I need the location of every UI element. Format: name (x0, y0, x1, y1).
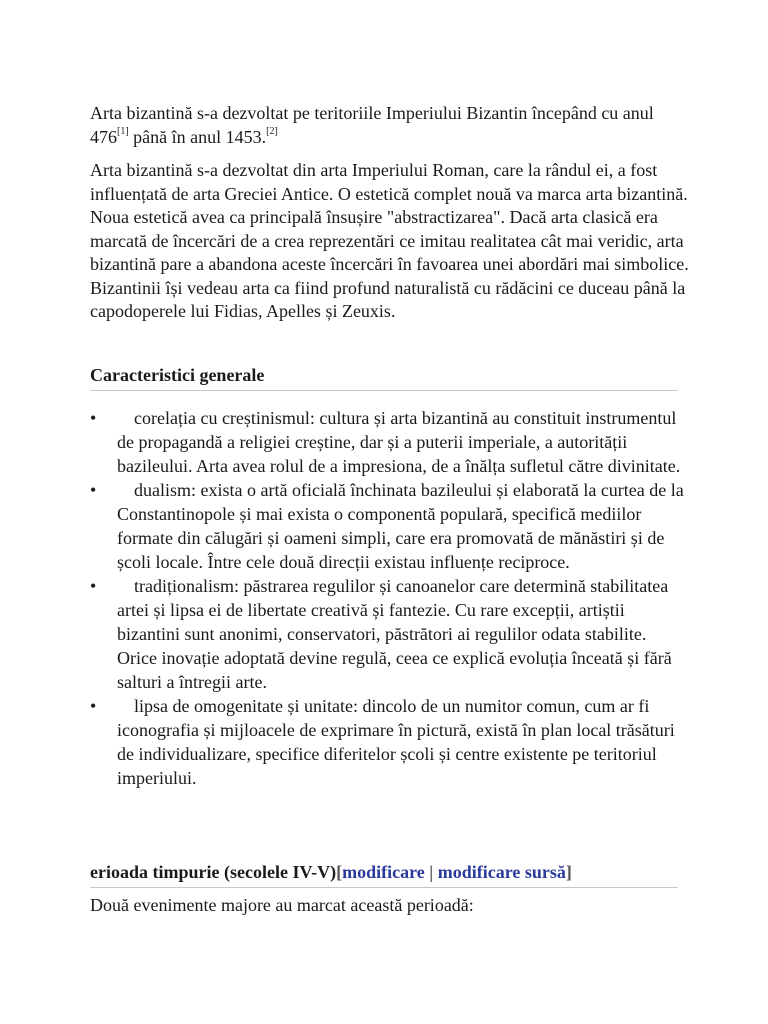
list-item-text: tradiționalism: păstrarea regulilor și canoanelor care determină stabilitatea artei și lipsa ei de libertate creativă și fantezie. Cu rare excepții, artiștii bizantini sunt anonimi, conservatori, păstrători ai regulilor odata stabilite. Orice inovație adoptată devine regulă, ceea ce explică evoluția înceată și fără salturi a întregii arte. (117, 576, 672, 692)
edit-source-link[interactable]: modificare sursă (437, 862, 566, 882)
bracket-close: ] (565, 862, 572, 882)
section-heading-general-characteristics: Caracteristici generale (90, 364, 678, 391)
bullet-icon: • (90, 408, 97, 428)
intro-text-part-1: Arta bizantină s-a dezvoltat pe teritoriile Imperiului Bizantin începând cu anul 476 (90, 103, 654, 147)
list-item (90, 574, 690, 694)
list-item-text: corelația cu creștinismul: cultura și arta bizantină au constituit instrumentul de propagandă a religiei creștine, dar și a puterii imperiale, a autorității bazileului. Arta avea rolul de a impresiona, de a înălța sufletul către divinitate. (117, 408, 681, 476)
reference-2-link[interactable]: [2] (266, 125, 278, 137)
list-item (90, 694, 690, 790)
intro-paragraph-1 (90, 102, 690, 149)
intro-text-part-2: până în anul 1453. (128, 126, 267, 147)
reference-1-link[interactable]: [1] (117, 125, 129, 137)
characteristics-list (90, 406, 690, 790)
link-separator: | (424, 862, 438, 882)
bullet-icon: • (90, 696, 97, 716)
section-heading-text: erioada timpurie (secolele IV-V) (90, 862, 337, 882)
bullet-icon: • (90, 576, 97, 596)
list-item-text: dualism: exista o artă oficială închinata bazileului și elaborată la curtea de la Constantinopole și mai exista o componentă populară, specifică mediilor formate din călugări și oameni simpli, care era promovată de mănăstiri și de școli locale. Între cele două direcții existau influențe reciproce. (117, 480, 684, 572)
list-item-text: lipsa de omogenitate și unitate: dincolo de un numitor comun, cum ar fi iconografia și mijloacele de exprimare în pictură, există în plan local trăsături de individualizare, specifice diferitelor școli și centre existente pe teritoriul imperiului. (117, 696, 675, 788)
intro-paragraph-2: Arta bizantină s-a dezvoltat din arta Imperiului Roman, care la rândul ei, a fost influențată de arta Greciei Antice. O estetică complet nouă va marca arta bizantină. Noua estetică avea ca principală însușire "abstractizarea". Dacă arta clasică era marcată de încercări de a crea reprezentări ce imitau realitatea cât mai veridic, arta bizantină pare a abandona aceste încercări în favoarea unei abordări mai simbolice. Bizantinii își vedeau arta ca fiind profund naturalistă cu rădăcini ce duceau până la capodoperele lui Fidias, Apelles și Zeuxis. (90, 160, 689, 321)
section-paragraph: Două evenimente majore au marcat această perioadă: (90, 895, 474, 915)
list-item (90, 478, 690, 574)
bullet-icon: • (90, 480, 97, 500)
list-item (90, 406, 690, 478)
bracket-open: [ (336, 862, 343, 882)
edit-link[interactable]: modificare (342, 862, 425, 882)
section-heading-early-period (90, 861, 678, 888)
